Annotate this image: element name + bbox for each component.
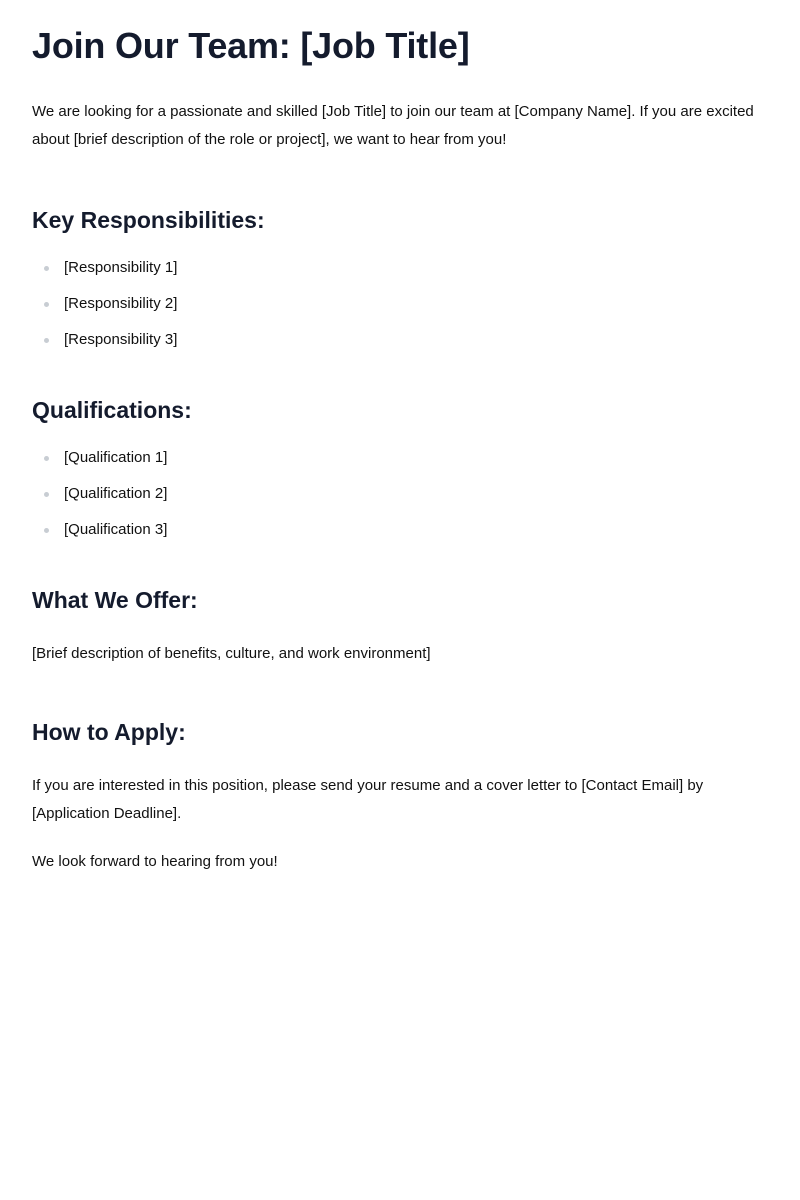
bullet-icon	[44, 302, 49, 307]
list-item	[32, 294, 768, 314]
qualifications-list	[32, 448, 768, 540]
list-item-label: [Responsibility 2]	[64, 295, 178, 312]
apply-paragraph: If you are interested in this position, please send your resume and a cover letter to [Contact Email] by [Application Deadline].	[32, 777, 704, 822]
list-item	[32, 520, 768, 540]
list-item	[32, 330, 768, 350]
bullet-icon	[44, 492, 49, 497]
list-item	[32, 484, 768, 504]
offer-paragraph: [Brief description of benefits, culture, and work environment]	[32, 645, 431, 662]
responsibilities-heading: Key Responsibilities:	[32, 207, 265, 233]
apply-heading: How to Apply:	[32, 719, 186, 745]
bullet-icon	[44, 456, 49, 461]
list-item-label: [Responsibility 3]	[64, 331, 178, 348]
bullet-icon	[44, 266, 49, 271]
qualifications-heading: Qualifications:	[32, 397, 192, 423]
list-item-label: [Responsibility 1]	[64, 259, 178, 276]
list-item-label: [Qualification 2]	[64, 485, 168, 502]
bullet-icon	[44, 338, 49, 343]
list-item-label: [Qualification 3]	[64, 521, 168, 538]
list-item-label: [Qualification 1]	[64, 449, 168, 466]
intro-paragraph: We are looking for a passionate and skilled [Job Title] to join our team at [Company Name]. If you are excited about [brief description of the role or project], we want to hear from you!	[32, 103, 754, 148]
offer-heading: What We Offer:	[32, 587, 198, 613]
bullet-icon	[44, 528, 49, 533]
responsibilities-list	[32, 258, 768, 350]
list-item	[32, 258, 768, 278]
closing-paragraph: We look forward to hearing from you!	[32, 853, 278, 870]
page-title: Join Our Team: [Job Title]	[32, 25, 470, 66]
list-item	[32, 448, 768, 468]
